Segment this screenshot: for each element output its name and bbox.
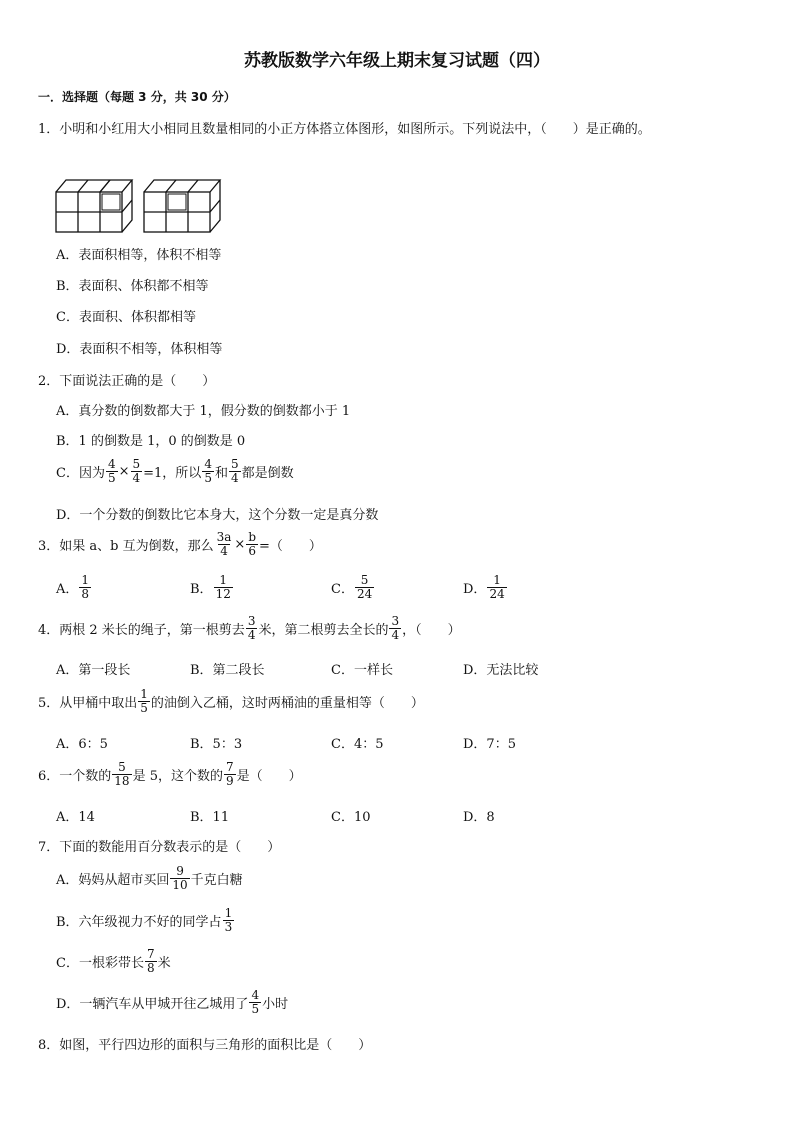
fraction: $\frac{b}{6}$ (248, 530, 256, 558)
q1-option-d: D．表面积不相等，体积相等 (56, 342, 223, 357)
q3-option-c: C． $\frac{5}{24}$ (331, 573, 373, 601)
q3-option-a: A． $\frac{1}{8}$ (56, 573, 90, 601)
fraction: $\frac{7}{9}$ (225, 760, 234, 788)
q7-option-d: D．一辆汽车从甲城开往乙城用了 $\frac{4}{5}$ 小时 (56, 988, 289, 1016)
q3-option-d: D． $\frac{1}{24}$ (463, 573, 505, 601)
q2-option-b: B．1 的倒数是 1，0 的倒数是 0 (56, 434, 246, 449)
question-4-stem: 4．两根 2 米长的绳子，第一根剪去 $\frac{3}{4}$ 米，第二根剪去全长的 $\frac{3}{4}$ ，（ ） (38, 614, 461, 642)
q7-option-b: B．六年级视力不好的同学占 $\frac{1}{3}$ (56, 906, 233, 934)
question-2-stem: 2．下面说法正确的是（ ） (38, 374, 216, 389)
question-3-stem: 3．如果 a、b 互为倒数，那么 $\frac{3a}{4}$ × $\frac{b}{6}$ =（ ） (38, 530, 322, 558)
fraction: $\frac{5}{4}$ (132, 457, 141, 485)
q5-option-a: A．6：5 (56, 737, 108, 752)
fraction: $\frac{9}{10}$ (172, 864, 188, 892)
page-title: 苏教版数学六年级上期末复习试题（四） (244, 51, 550, 71)
q5-option-b: B．5：3 (190, 737, 243, 752)
q2-option-a: A．真分数的倒数都大于 1，假分数的倒数都小于 1 (56, 404, 351, 419)
q4-option-c: C．一样长 (331, 663, 393, 678)
q6-option-c: C．10 (331, 810, 371, 825)
q1-option-b: B．表面积、体积都不相等 (56, 279, 209, 294)
question-5-stem: 5．从甲桶中取出 $\frac{1}{5}$ 的油倒入乙桶，这时两桶油的重量相等（ ） (38, 687, 424, 715)
q1-option-c: C．表面积、体积都相等 (56, 310, 196, 325)
q7-option-a: A．妈妈从超市买回 $\frac{9}{10}$ 千克白糖 (56, 864, 243, 892)
question-6-stem: 6．一个数的 $\frac{5}{18}$ 是 5，这个数的 $\frac{7}{9}$ 是（ ） (38, 760, 302, 788)
cube-figure-2 (144, 180, 220, 232)
q5-option-d: D．7：5 (463, 737, 516, 752)
fraction: $\frac{3}{4}$ (391, 614, 400, 642)
q4-option-d: D．无法比较 (463, 663, 539, 678)
fraction: $\frac{3a}{4}$ (216, 530, 232, 558)
q6-option-b: B．11 (190, 810, 230, 825)
q6-option-a: A．14 (56, 810, 95, 825)
q2-option-d: D．一个分数的倒数比它本身大，这个分数一定是真分数 (56, 508, 379, 523)
cube-figures (54, 176, 224, 236)
q1-option-a: A．表面积相等，体积不相等 (56, 248, 222, 263)
fraction: $\frac{4}{5}$ (204, 457, 212, 485)
fraction: $\frac{5}{18}$ (114, 760, 130, 788)
question-1-stem: 1．小明和小红用大小相同且数量相同的小正方体搭立体图形，如图所示。下列说法中，（ ）是正确的。 (38, 122, 651, 137)
fraction: $\frac{4}{5}$ (107, 457, 116, 485)
q2-option-c: C．因为 $\frac{4}{5}$ × $\frac{5}{4}$ =1，所以 $\frac{4}{5}$ 和 $\frac{5}{4}$ 都是倒数 (56, 457, 294, 485)
fraction: $\frac{3}{4}$ (247, 614, 256, 642)
fraction: $\frac{7}{8}$ (146, 947, 155, 975)
q5-option-c: C．4：5 (331, 737, 384, 752)
fraction: $\frac{4}{5}$ (251, 988, 260, 1016)
q3-option-b: B． $\frac{1}{12}$ (190, 573, 231, 601)
fraction: $\frac{1}{3}$ (224, 906, 233, 934)
section-heading: 一．选择题（每题 3 分，共 30 分） (38, 90, 236, 104)
q7-option-c: C．一根彩带长 $\frac{7}{8}$ 米 (56, 947, 171, 975)
q4-option-a: A．第一段长 (56, 663, 131, 678)
question-8-stem: 8．如图，平行四边形的面积与三角形的面积比是（ ） (38, 1038, 372, 1053)
cube-figure-1 (56, 180, 132, 232)
q6-option-d: D．8 (463, 810, 495, 825)
fraction: $\frac{1}{5}$ (140, 687, 148, 715)
question-7-stem: 7．下面的数能用百分数表示的是（ ） (38, 840, 281, 855)
fraction: $\frac{5}{4}$ (230, 457, 239, 485)
q4-option-b: B．第二段长 (190, 663, 265, 678)
